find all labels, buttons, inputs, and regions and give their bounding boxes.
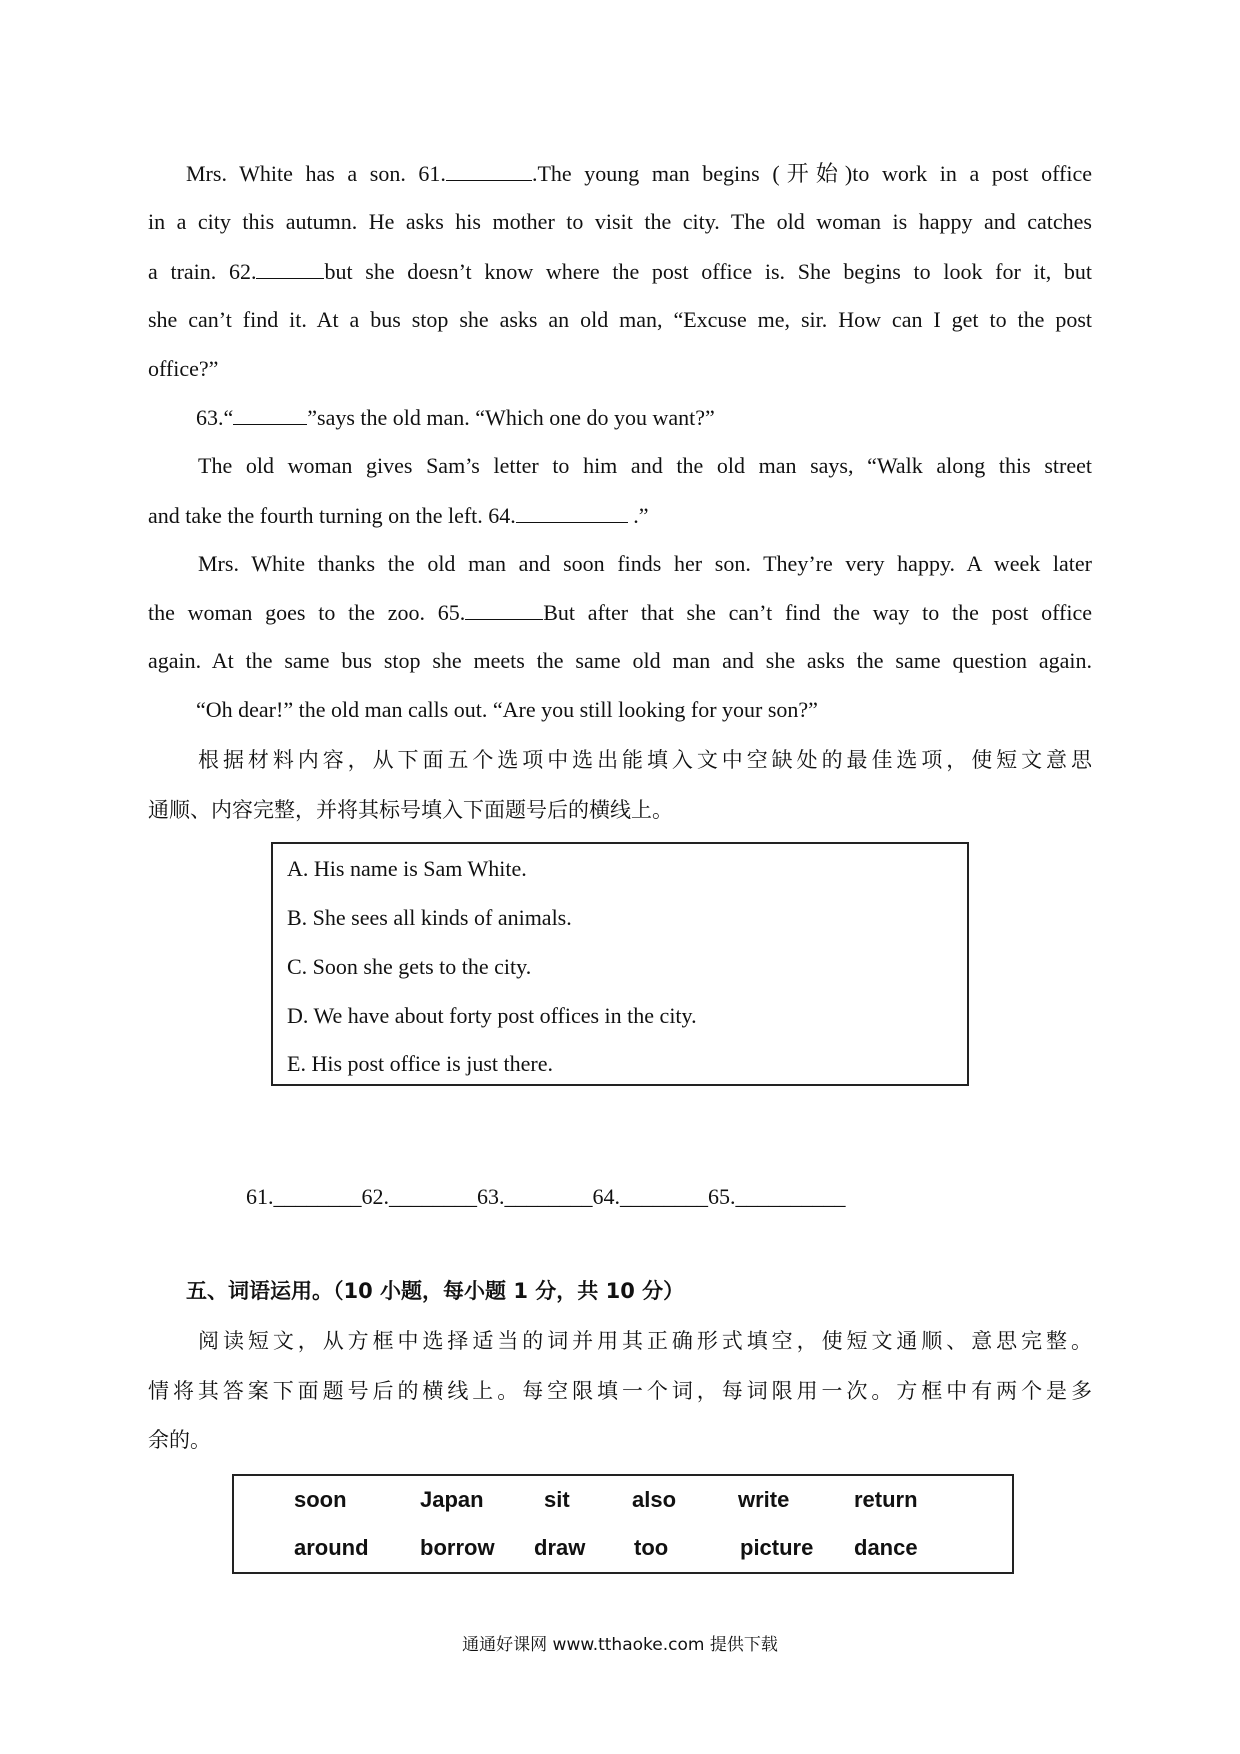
blank-62[interactable] [256, 256, 324, 279]
word-sit: sit [544, 1487, 570, 1512]
passage-line-6 [196, 402, 715, 433]
answer-line[interactable]: 61.________62.________63.________64.________65.__________ [246, 1184, 846, 1209]
passage-text: ”says the old man. “Which one do you want?” [307, 405, 715, 430]
passage-text: .” [627, 503, 649, 528]
passage-text: .The young man begins (开始)to work in a post office [531, 161, 1092, 186]
word-borrow: borrow [420, 1535, 495, 1560]
section-5-instruction-3: 余的。 [148, 1428, 211, 1452]
word-too: too [634, 1535, 669, 1560]
word-box [232, 1474, 1014, 1574]
instruction-line-1: 根据材料内容，从下面五个选项中选出能填入文中空缺处的最佳选项，使短文意思 [198, 748, 1092, 772]
section-5-instruction-1: 阅读短文，从方框中选择适当的词并用其正确形式填空，使短文通顺、意思完整。 [198, 1329, 1092, 1353]
passage-line-9: Mrs. White thanks the old man and soon finds her son. They’re very happy. A week later [198, 551, 1092, 576]
word-soon: soon [294, 1487, 347, 1512]
word-return: return [854, 1487, 918, 1512]
word-around: around [294, 1535, 369, 1560]
blank-61[interactable] [446, 158, 532, 181]
section-5-instruction-2: 情将其答案下面题号后的横线上。每空限填一个词，每词限用一次。方框中有两个是多 [148, 1379, 1092, 1403]
passage-line-5: office?” [148, 356, 219, 381]
blank-64[interactable] [516, 500, 628, 523]
word-write: write [738, 1487, 790, 1512]
instruction-line-2: 通顺、内容完整，并将其标号填入下面题号后的横线上。 [148, 798, 673, 822]
passage-line-10 [148, 597, 1092, 628]
passage-line-4: she can’t find it. At a bus stop she asks an old man, “Excuse me, sir. How can I get to the post [148, 307, 1092, 332]
passage-text: the woman goes to the zoo. 65. [148, 600, 466, 625]
passage-line-1 [186, 158, 1092, 189]
options-box [271, 842, 969, 1086]
option-c: C. Soon she gets to the city. [287, 954, 532, 979]
word-japan: Japan [420, 1487, 484, 1512]
footer-text: 通通好课网 www.tthaoke.com 提供下载 [462, 1635, 778, 1655]
blank-65[interactable] [465, 597, 543, 620]
passage-line-11: again. At the same bus stop she meets the same old man and she asks the same question again. [148, 648, 1092, 673]
section-5-title: 五、词语运用。（10 小题，每小题 1 分，共 10 分） [186, 1279, 685, 1303]
blank-63[interactable] [233, 402, 307, 425]
word-dance: dance [854, 1535, 918, 1560]
passage-text: a train. 62. [148, 259, 257, 284]
option-d: D. We have about forty post offices in the city. [287, 1003, 697, 1028]
word-picture: picture [740, 1535, 814, 1560]
option-b: B. She sees all kinds of animals. [287, 905, 572, 930]
word-also: also [632, 1487, 677, 1512]
word-draw: draw [534, 1535, 586, 1560]
passage-text: but she doesn’t know where the post office is. She begins to look for it, but [324, 259, 1092, 284]
passage-text: Mrs. White has a son. 61. [186, 161, 446, 186]
passage-text: But after that she can’t find the way to the post office [543, 600, 1092, 625]
passage-line-3 [148, 256, 1092, 287]
passage-line-12: “Oh dear!” the old man calls out. “Are you still looking for your son?” [196, 697, 818, 722]
passage-line-8 [148, 500, 649, 531]
passage-text: and take the fourth turning on the left. 64. [148, 503, 516, 528]
passage-line-7: The old woman gives Sam’s letter to him and the old man says, “Walk along this street [198, 453, 1092, 478]
passage-text: 63.“ [196, 405, 234, 430]
option-a: A. His name is Sam White. [287, 856, 527, 881]
passage-line-2: in a city this autumn. He asks his mother to visit the city. The old woman is happy and catches [148, 209, 1092, 234]
option-e: E. His post office is just there. [287, 1051, 553, 1076]
